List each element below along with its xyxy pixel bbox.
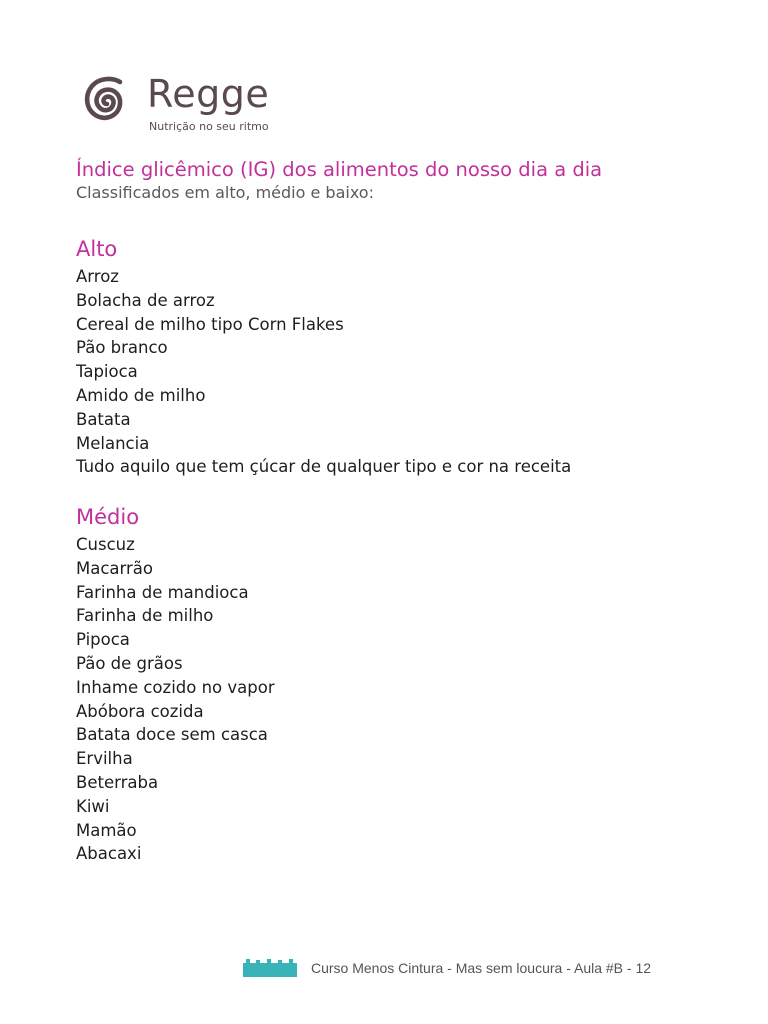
- section-heading-medio: Médio: [76, 505, 140, 529]
- spiral-logo-icon: [74, 70, 138, 134]
- list-item: Melancia: [76, 433, 150, 453]
- document-title: Índice glicêmico (IG) dos alimentos do nosso dia a dia: [76, 158, 603, 181]
- food-list-alto: [76, 265, 571, 479]
- document-subtitle: Classificados em alto, médio e baixo:: [76, 183, 374, 202]
- list-item: Batata doce sem casca: [76, 725, 268, 745]
- brand-logo: [74, 70, 294, 136]
- list-item: Amido de milho: [76, 385, 206, 405]
- list-item: Inhame cozido no vapor: [76, 677, 275, 697]
- list-item: Cereal de milho tipo Corn Flakes: [76, 314, 344, 334]
- brand-tagline: Nutrição no seu ritmo: [149, 120, 269, 133]
- list-item: Cuscuz: [76, 535, 135, 554]
- list-item: Macarrão: [76, 558, 154, 578]
- list-item: Pão de grãos: [76, 653, 183, 673]
- footer-text: Curso Menos Cintura - Mas sem loucura - Aula #B - 12: [311, 960, 652, 976]
- food-list-medio: [76, 533, 275, 866]
- list-item: Arroz: [76, 267, 119, 286]
- list-item: Tapioca: [76, 362, 138, 382]
- list-item: Farinha de milho: [76, 606, 214, 626]
- list-item: Tudo aquilo que tem çúcar de qualquer tipo e cor na receita: [76, 457, 572, 477]
- list-item: Farinha de mandioca: [76, 582, 249, 602]
- list-item: Beterraba: [76, 772, 159, 792]
- list-item: Pão branco: [76, 338, 168, 358]
- list-item: Abóbora cozida: [76, 701, 204, 721]
- section-heading-alto: Alto: [76, 237, 118, 261]
- list-item: Abacaxi: [76, 844, 142, 864]
- list-item: Bolacha de arroz: [76, 290, 215, 310]
- brand-name: Regge: [147, 72, 270, 116]
- list-item: Kiwi: [76, 796, 110, 816]
- list-item: Ervilha: [76, 749, 133, 769]
- list-item: Batata: [76, 409, 131, 429]
- ruler-icon: [243, 959, 297, 977]
- list-item: Mamão: [76, 820, 137, 840]
- list-item: Pipoca: [76, 630, 130, 650]
- page-footer: [243, 957, 703, 979]
